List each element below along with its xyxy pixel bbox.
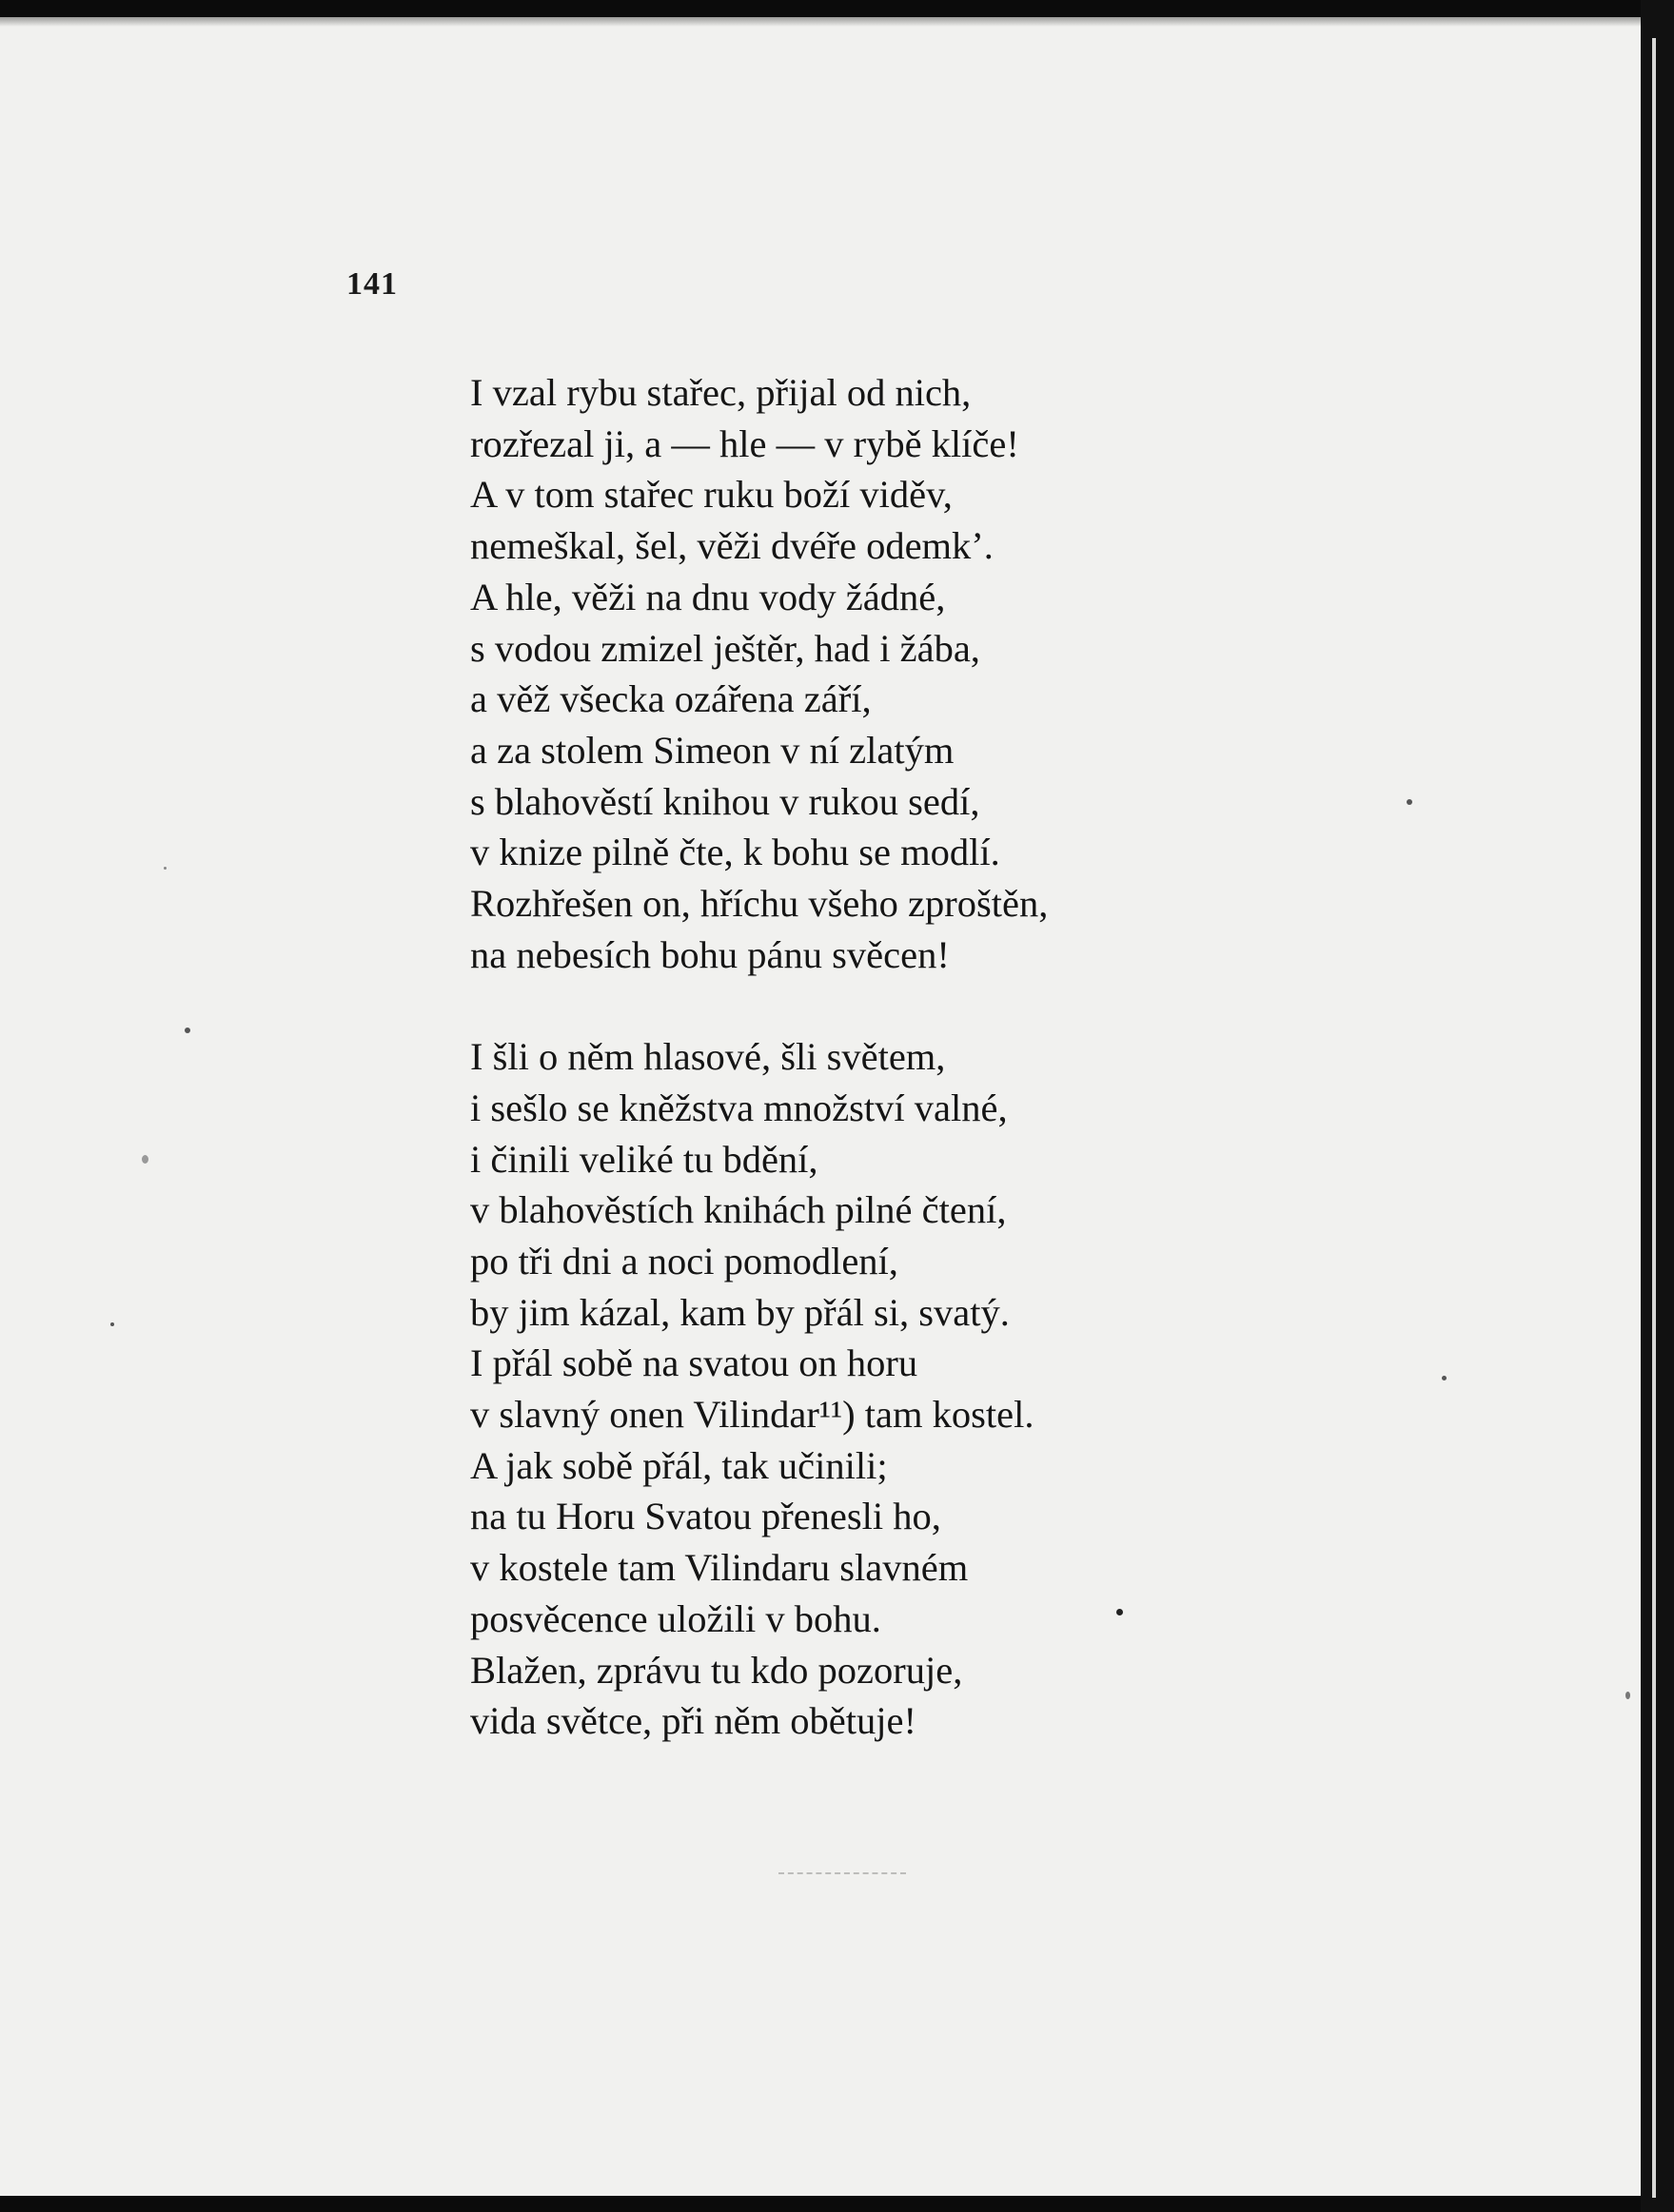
verse-line: nemeškal, šel, věži dvéře odemk’. xyxy=(470,524,994,568)
paper-speck xyxy=(185,1028,190,1033)
stanza xyxy=(470,1031,1422,1747)
paper-speck xyxy=(1442,1376,1447,1380)
verse-line: s blahověstí knihou v rukou sedí, xyxy=(470,779,980,823)
verse-line: I přál sobě na svatou on horu xyxy=(470,1341,918,1385)
verse-line: A jak sobě přál, tak učinili; xyxy=(470,1443,888,1487)
paper-speck xyxy=(110,1322,114,1326)
verse-line: s vodou zmizel ještěr, had i žába, xyxy=(470,626,980,670)
verse-line: Rozhřešen on, hříchu všeho zproštěn, xyxy=(470,882,1049,926)
paper-speck xyxy=(142,1155,148,1164)
verse-line: by jim kázal, kam by přál si, svatý. xyxy=(470,1290,1010,1334)
paper-speck xyxy=(1407,799,1412,805)
end-ornament-rule xyxy=(778,1872,906,1874)
verse-line: A v tom stařec ruku boží viděv, xyxy=(470,473,953,517)
scan-border-right xyxy=(1641,0,1674,2212)
verse-line: i činili veliké tu bdění, xyxy=(470,1137,818,1181)
paper-speck xyxy=(164,867,167,870)
verse-line: na nebesích bohu pánu svěcen! xyxy=(470,932,950,976)
verse-line: a za stolem Simeon v ní zlatým xyxy=(470,728,955,772)
verse-line: Blažen, zprávu tu kdo pozoruje, xyxy=(470,1648,963,1692)
verse-line: I šli o něm hlasové, šli světem, xyxy=(470,1035,946,1079)
paper-speck xyxy=(1625,1692,1630,1699)
verse-line: posvěcence uložili v bohu. xyxy=(470,1596,881,1640)
verse-line: v slavný onen Vilindar¹¹) tam kostel. xyxy=(470,1393,1034,1437)
verse-line: v kostele tam Vilindaru slavném xyxy=(470,1546,969,1590)
verse-line: a věž všecka ozářena září, xyxy=(470,677,872,721)
page-top-shadow xyxy=(0,17,1641,27)
stanza xyxy=(470,367,1422,980)
verse-line: v knize pilně čte, k bohu se modlí. xyxy=(470,831,1000,874)
verse-line: v blahověstích knihách pilné čtení, xyxy=(470,1188,1007,1232)
book-page xyxy=(0,17,1641,2196)
adjacent-page-edge xyxy=(1652,38,1656,2198)
verse-line: A hle, věži na dnu vody žádné, xyxy=(470,575,946,618)
paper-speck xyxy=(1116,1609,1123,1615)
verse-line: na tu Horu Svatou přenesli ho, xyxy=(470,1495,941,1538)
verse-line: rozřezal ji, a — hle — v rybě klíče! xyxy=(470,421,1019,465)
verse-line: po tři dni a noci pomodlení, xyxy=(470,1239,898,1282)
page-number: 141 xyxy=(346,266,398,302)
verse-line: i sešlo se kněžstva množství valné, xyxy=(470,1086,1008,1129)
poem xyxy=(470,367,1422,1747)
verse-line: vida světce, při něm obětuje! xyxy=(470,1699,916,1743)
verse-line: I vzal rybu stařec, přijal od nich, xyxy=(470,371,972,414)
